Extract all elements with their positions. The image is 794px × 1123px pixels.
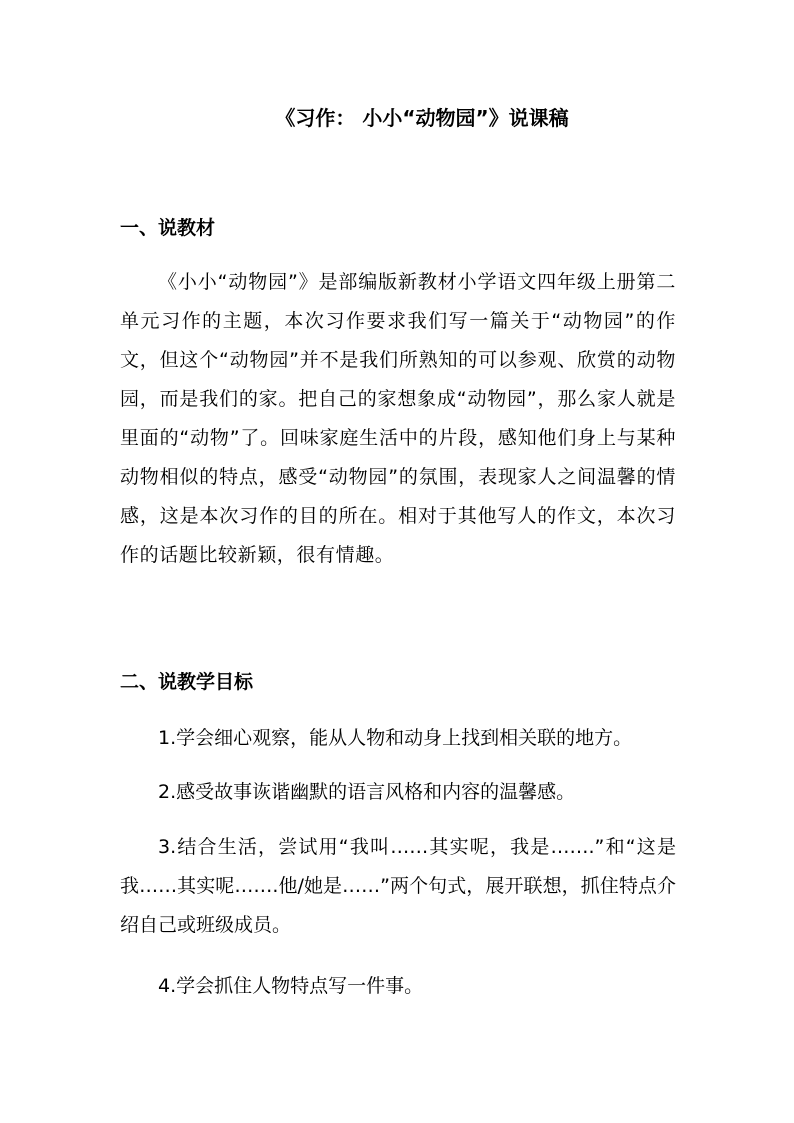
section-paragraph-textbook: 《小小“动物园”》是部编版新教材小学语文四年级上册第二单元习作的主题，本次习作要求我们写一篇关于“动物园”的作文，但这个“动物园”并不是我们所熟知的可以参观、欣赏的动物园，而是我们的家。把自己的家想象成“动物园”，那么家人就是里面的“动物”了。回味家庭生活中的片段，感知他们身上与某种动物相似的特点，感受“动物园”的氛围，表现家人之间温馨的情感，这是本次习作的目的所在。相对于其他写人的作文，本次习作的话题比较新颖，很有情趣。 [120,271,676,566]
section-heading-textbook: 一、说教材 [120,217,216,239]
goal-item-2: 2.感受故事诙谐幽默的语言风格和内容的温馨感。 [158,781,576,803]
section-heading-goals: 二、说教学目标 [120,671,254,693]
document-title: 《习作： 小小“动物园”》说课稿 [275,106,569,130]
goal-item-1: 1.学会细心观察，能从人物和动身上找到相关联的地方。 [158,727,633,749]
goal-item-4: 4.学会抓住人物特点写一件事。 [158,975,424,997]
goal-item-3: 3.结合生活，尝试用“我叫……其实呢，我是…….”和“这是我……其实呢…….他/她是……”两个句式，展开联想，抓住特点介绍自己或班级成员。 [120,836,676,936]
